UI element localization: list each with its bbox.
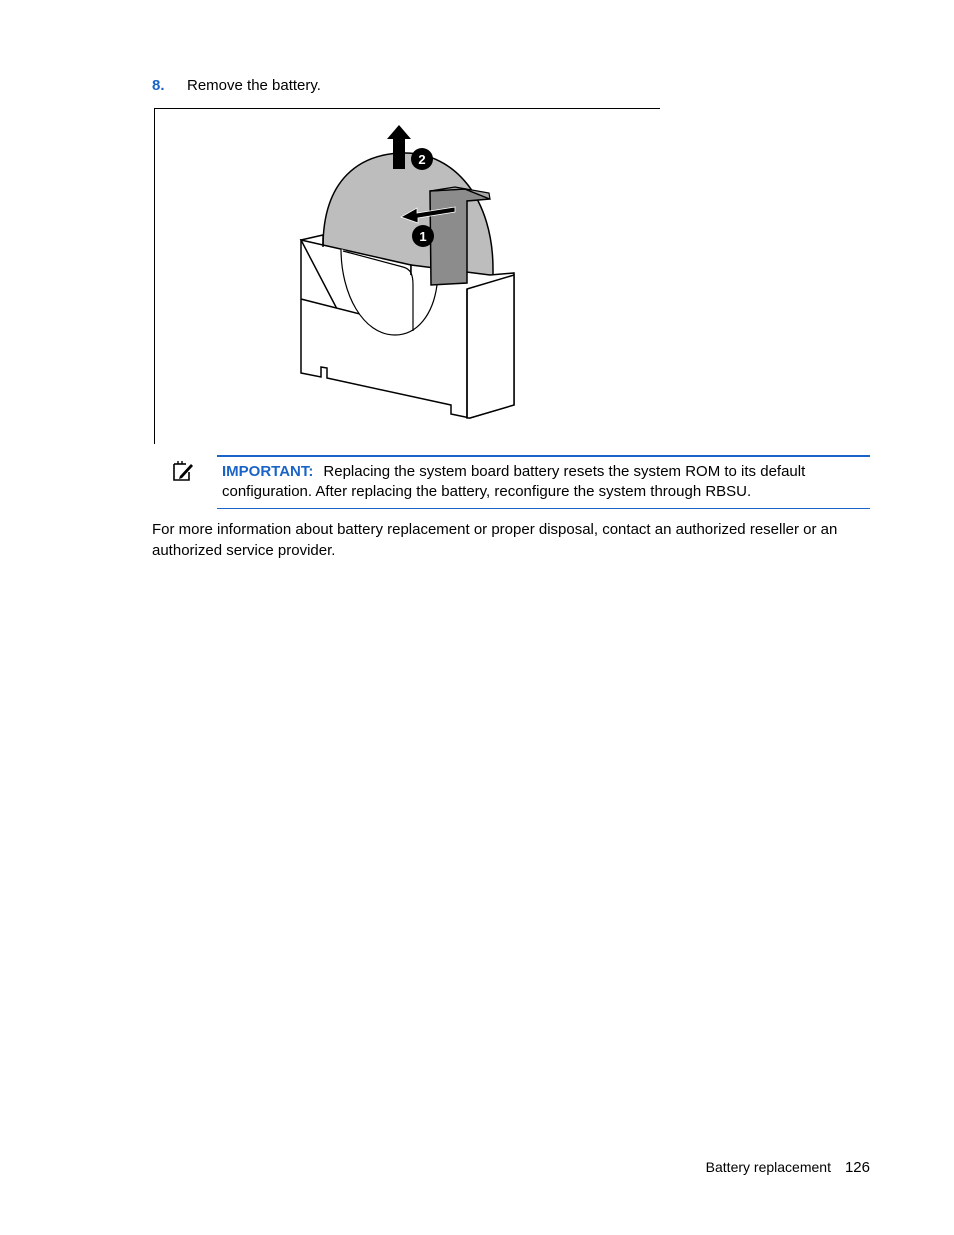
battery-illustration [155,109,661,445]
page-footer [706,1158,870,1177]
callout-2-label: 2 [418,152,426,167]
important-label: IMPORTANT: [222,463,314,480]
important-note [217,455,870,509]
callout-1-label: 1 [419,229,427,244]
body-paragraph: For more information about battery replacement or proper disposal, contact an authorized reseller or an authorized service provider. [152,521,838,559]
step-text: Remove the battery. [187,77,321,94]
important-note-icon [172,460,194,482]
page-number: 126 [844,1159,870,1176]
step-8 [152,76,321,96]
important-text: Replacing the system board battery resets the system ROM to its default configuration. After replacing the battery, reconfigure the system through RBSU. [222,463,806,500]
holder-right-block [467,275,514,418]
footer-section: Battery replacement [705,1159,831,1175]
battery-removal-figure [154,108,660,444]
step-number: 8. [152,77,165,94]
